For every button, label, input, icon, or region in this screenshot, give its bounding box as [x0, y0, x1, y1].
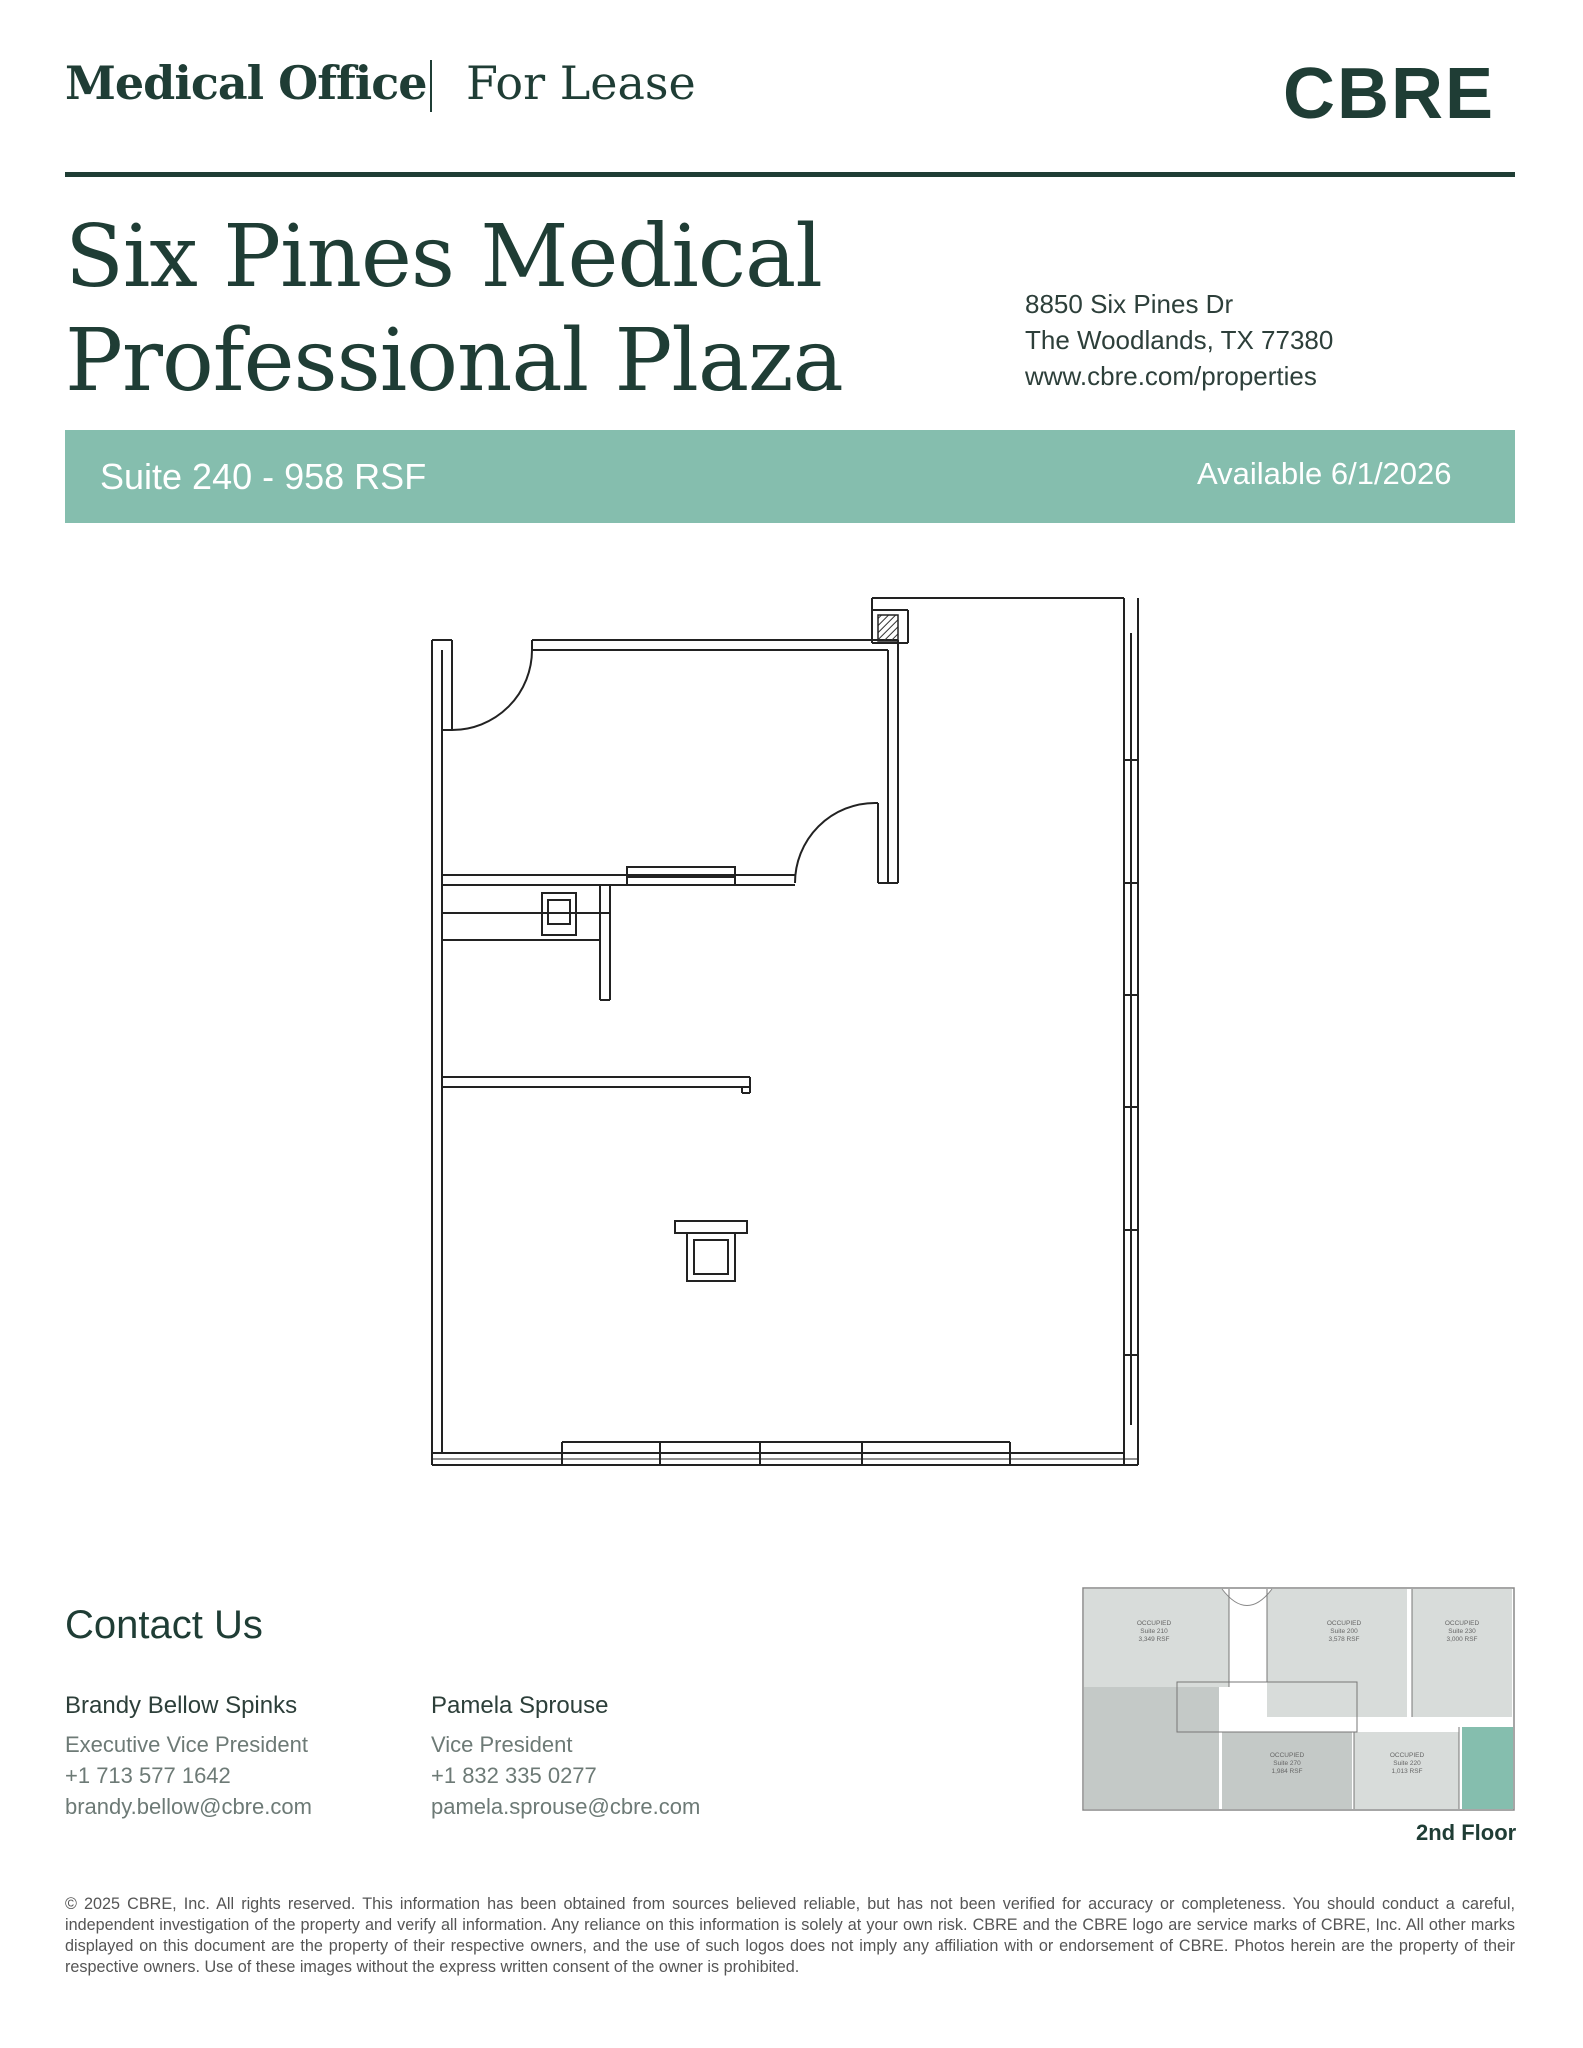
keyplan-suite-230	[1412, 1589, 1512, 1717]
contact-title: Vice President	[431, 1732, 573, 1757]
keyplan-label: Suite 270	[1273, 1760, 1301, 1767]
keyplan-label: Suite 200	[1330, 1628, 1358, 1635]
keyplan-label: OCCUPIED	[1444, 1620, 1480, 1627]
keyplan-suite-240-highlight	[1462, 1727, 1513, 1809]
address-city: The Woodlands, TX 77380	[1025, 325, 1334, 355]
keyplan-label: 1,013 RSF	[1391, 1768, 1423, 1775]
contact-phone-link[interactable]: +1 832 335 0277	[431, 1763, 597, 1788]
suite-label: Suite 240 - 958 RSF	[100, 456, 427, 497]
header-rule	[65, 172, 1515, 177]
header-category: Medical Office	[65, 56, 427, 110]
address-street: 8850 Six Pines Dr	[1025, 289, 1234, 319]
floor-label: 2nd Floor	[1416, 1820, 1517, 1845]
keyplan-suite-200	[1267, 1589, 1407, 1717]
keyplan-label: 3,000 RSF	[1446, 1636, 1478, 1643]
availability-date: Available 6/1/2026	[1197, 456, 1452, 491]
contact-title: Executive Vice President	[65, 1732, 308, 1757]
contact-name: Brandy Bellow Spinks	[65, 1692, 298, 1719]
floor-key-plan	[1082, 1587, 1515, 1811]
cbre-logo: CBRE	[1283, 54, 1496, 134]
keyplan-label: Suite 230	[1448, 1628, 1476, 1635]
keyplan-label: 3,349 RSF	[1138, 1636, 1170, 1643]
property-website-link[interactable]: www.cbre.com/properties	[1025, 361, 1317, 391]
contact-name: Pamela Sprouse	[431, 1692, 609, 1719]
keyplan-label: 3,578 RSF	[1328, 1636, 1360, 1643]
property-title-line1: Six Pines Medical	[65, 207, 822, 307]
keyplan-label: Suite 210	[1140, 1628, 1168, 1635]
property-title	[65, 205, 843, 413]
contact-phone-link[interactable]: +1 713 577 1642	[65, 1763, 231, 1788]
legal-disclaimer: © 2025 CBRE, Inc. All rights reserved. This information has been obtained from sources believed reliable, but has not been verified for accuracy or completeness. You should conduct a careful, independent investigation of the property and verify all information. Any reliance on this information is solely at your own risk. CBRE and the CBRE logo are service marks of CBRE, Inc. All other marks displayed on this document are the property of their respective owners, and the use of such logos does not imply any affiliation with or endorsement of CBRE. Photos herein are the property of their respective owners. Use of these images without the express written consent of the owner is prohibited.	[65, 1895, 1515, 1976]
header-listing-type: For Lease	[466, 56, 696, 110]
keyplan-label: OCCUPIED	[1326, 1620, 1362, 1627]
keyplan-label: Suite 220	[1393, 1760, 1421, 1767]
property-title-line2: Professional Plaza	[65, 311, 843, 411]
keyplan-label: OCCUPIED	[1389, 1752, 1425, 1759]
contact-heading: Contact Us	[65, 1603, 263, 1647]
suite-floor-plan	[420, 595, 1150, 1485]
contact-email-link[interactable]: brandy.bellow@cbre.com	[65, 1794, 312, 1819]
keyplan-label: OCCUPIED	[1269, 1752, 1305, 1759]
contact-card	[65, 1690, 312, 1822]
keyplan-dark-area	[1084, 1687, 1219, 1809]
contact-email-link[interactable]: pamela.sprouse@cbre.com	[431, 1794, 701, 1819]
keyplan-label: OCCUPIED	[1136, 1620, 1172, 1627]
contact-card	[431, 1690, 700, 1822]
keyplan-label: 1,984 RSF	[1271, 1768, 1303, 1775]
property-address	[1025, 286, 1333, 394]
header-divider	[430, 60, 432, 112]
